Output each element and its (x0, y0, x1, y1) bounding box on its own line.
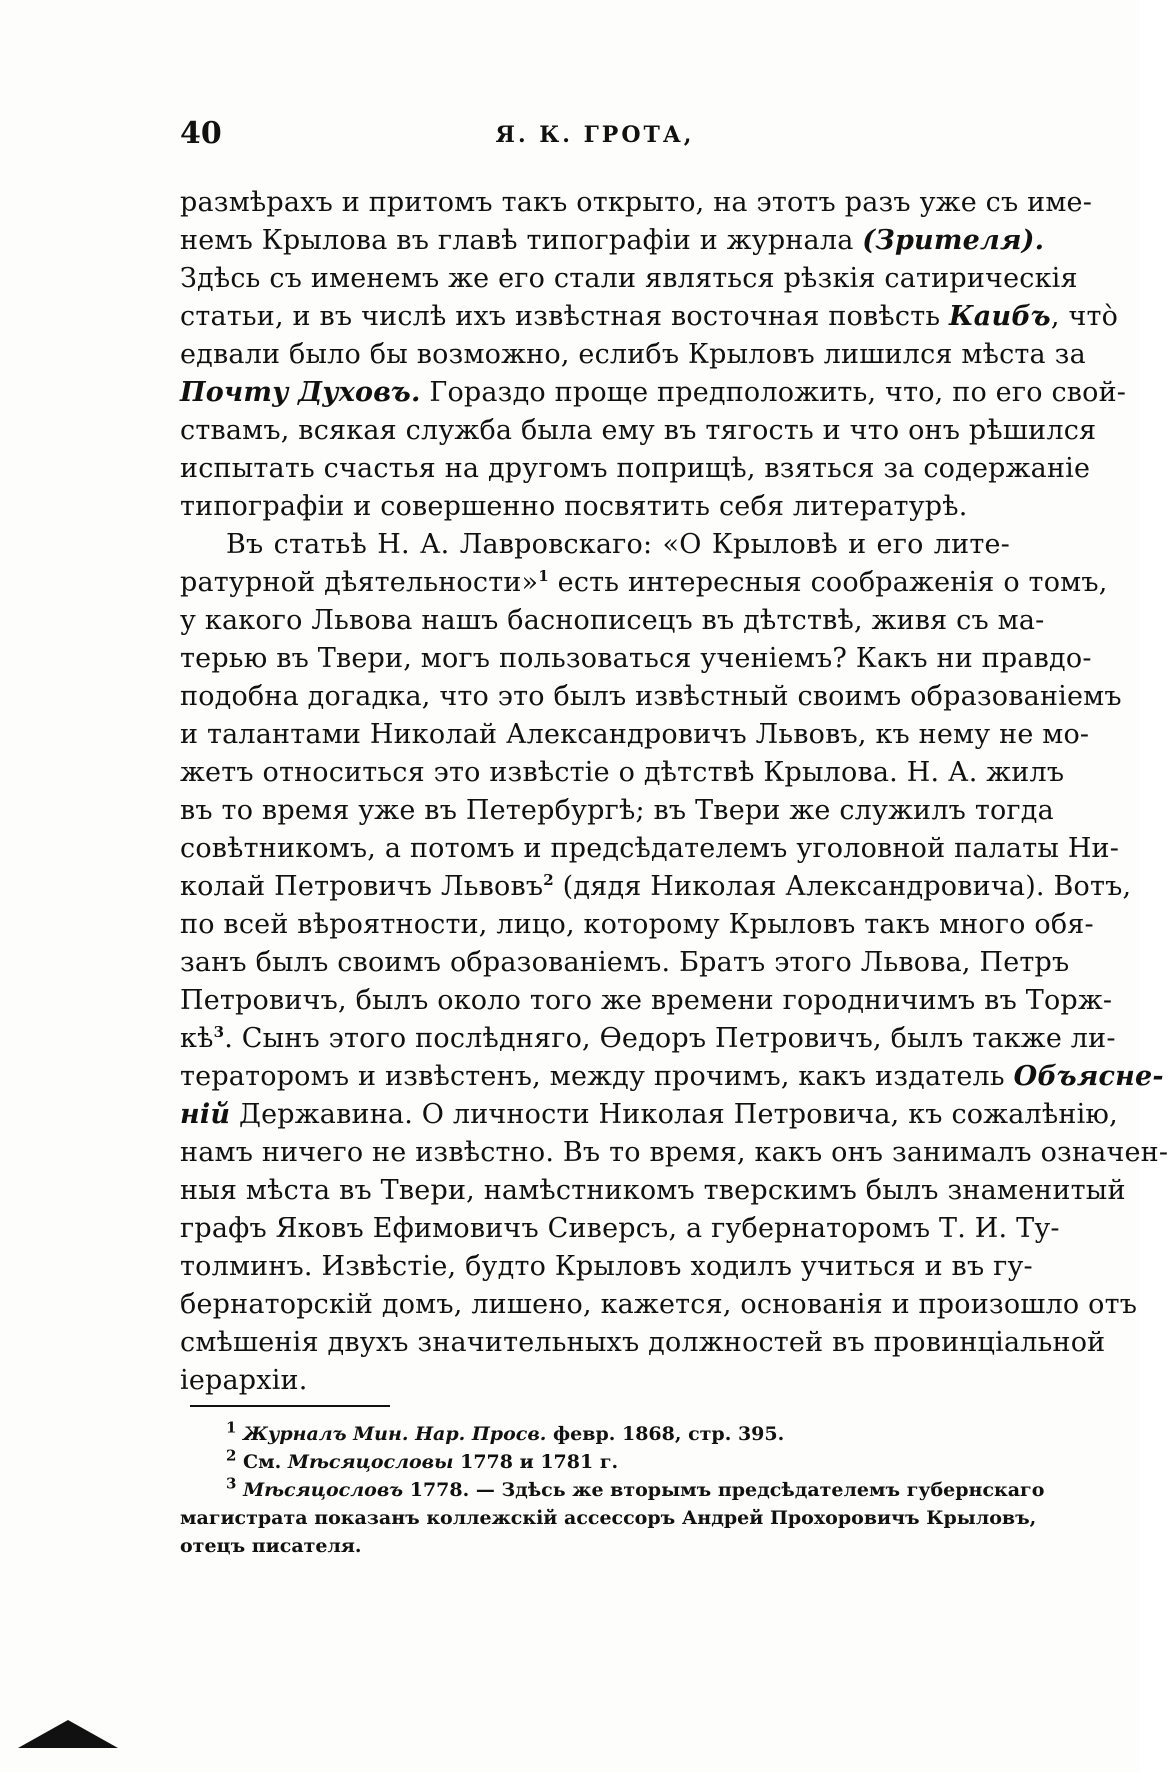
text-run: Державина. О личности Николая Петровича, къ сожалѣнію, (230, 1099, 1118, 1130)
text-run: ратурной дѣятельности» (180, 567, 539, 598)
italic-run: Каибъ (949, 301, 1051, 332)
text-line: терью въ Твери, могъ пользоваться ученіемъ? Какъ ни правдо- (180, 643, 1092, 674)
text-line (180, 1096, 1118, 1134)
text-line (180, 374, 1127, 412)
text-line: іерархіи. (180, 1365, 308, 1396)
text-line: Въ статьѣ Н. А. Лавровскаго: «О Крыловѣ и его лите- (226, 529, 1010, 560)
text-line: размѣрахъ и притомъ такъ открыто, на этотъ разъ уже съ име- (180, 187, 1093, 218)
italic-run: (Зрителя). (862, 225, 1045, 256)
text-run: колай Петровичъ Львовъ (180, 871, 544, 902)
text-line: совѣтникомъ, а потомъ и предсѣдателемъ уголовной палаты Ни- (180, 833, 1120, 864)
text-line (180, 1020, 1116, 1058)
text-line (180, 298, 1119, 336)
text-line: занъ былъ своимъ образованіемъ. Братъ этого Львова, Петръ (180, 947, 1070, 978)
text-line: графъ Яковъ Ефимовичъ Сиверсъ, а губернаторомъ Т. И. Ту- (180, 1213, 1060, 1244)
text-run: . Сынъ этого послѣдняго, Ѳедоръ Петровичъ, былъ также ли- (224, 1023, 1116, 1054)
text-line: Петровичъ, былъ около того же времени городничимъ въ Торж- (180, 985, 1113, 1016)
footnote-3 (180, 1474, 1045, 1504)
footnote-text: См. (236, 1451, 288, 1473)
text-line: испытать счастья на другомъ поприщѣ, взяться за содержаніе (180, 453, 1091, 484)
footnote-3-continued: магистрата показанъ коллежскій ассессоръ Андрей Прохоровичъ Крыловъ, (180, 1507, 1037, 1529)
text-run: статьи, и въ числѣ ихъ извѣстная восточная повѣсть (180, 301, 950, 332)
italic-run: ній (180, 1099, 231, 1130)
italic-run: Журналъ Мин. Нар. Просв. (243, 1423, 547, 1445)
scan-shadow (18, 1720, 118, 1748)
page-number: 40 (180, 116, 222, 151)
text-line: толминъ. Извѣстіе, будто Крыловъ ходилъ учиться и въ гу- (180, 1251, 1033, 1282)
footnote-text: 1778 и 1781 г. (453, 1451, 619, 1473)
footnote-ref: 2 (543, 871, 554, 889)
footnote-text: февр. 1868, стр. 395. (546, 1423, 785, 1445)
text-line: у какого Львова нашъ баснописецъ въ дѣтствѣ, живя съ ма- (180, 605, 1045, 636)
footnote-mark: 3 (226, 1474, 237, 1493)
text-run: немъ Крылова въ главѣ типографіи и журнала (180, 225, 863, 256)
text-line: едвали было бы возможно, еслибъ Крыловъ лишился мѣста за (180, 339, 1086, 370)
page-header (180, 116, 1010, 156)
text-line (180, 222, 1045, 260)
body-text (180, 184, 1168, 1400)
text-line: и талантами Николай Александровичъ Львовъ, къ нему не мо- (180, 719, 1090, 750)
text-line: бернаторскій домъ, лишено, кажется, основанія и произошло отъ (180, 1289, 1138, 1320)
text-line: ствамъ, всякая служба была ему въ тягость и что онъ рѣшился (180, 415, 1097, 446)
text-line: намъ ничего не извѣстно. Въ то время, какъ онъ занималъ означен- (180, 1137, 1168, 1168)
footnote-3-continued: отецъ писателя. (180, 1535, 362, 1557)
italic-run: Мѣсяцословы (287, 1451, 454, 1473)
text-run: , что̀ (1050, 301, 1119, 332)
text-line: ныя мѣста въ Твери, намѣстникомъ тверскимъ былъ знаменитый (180, 1175, 1126, 1206)
italic-run: Мѣсяцословъ (243, 1479, 404, 1501)
text-line (180, 868, 1132, 906)
text-line: смѣшенія двухъ значительныхъ должностей въ провинціальной (180, 1327, 1106, 1358)
text-line: жетъ относиться это извѣстіе о дѣтствѣ Крылова. Н. А. жилъ (180, 757, 1065, 788)
text-run: (дядя Николая Александровича). Вотъ, (553, 871, 1132, 902)
footnote-1 (180, 1420, 1010, 1448)
footnote-mark: 2 (226, 1446, 237, 1465)
text-run: Гораздо проще предположить, что, по его свой- (420, 377, 1127, 408)
italic-run: Почту Духовъ. (180, 377, 421, 408)
running-title: Я. К. ГРОТА, (495, 122, 695, 148)
footnotes (180, 1418, 1045, 1560)
footnote-ref: 1 (538, 567, 549, 585)
text-run: есть интересныя соображенія о томъ, (548, 567, 1108, 598)
text-line: типографіи и совершенно посвятить себя литературѣ. (180, 491, 968, 522)
text-line: по всей вѣроятности, лицо, которому Крыловъ такъ много обя- (180, 909, 1094, 940)
italic-run: Объясне- (1013, 1061, 1164, 1092)
footnote-mark: 1 (226, 1418, 237, 1437)
text-line: въ то время уже въ Петербургѣ; въ Твери же служилъ тогда (180, 795, 1054, 826)
text-line: Здѣсь съ именемъ же его стали являться рѣзкія сатирическія (180, 263, 1078, 294)
text-run: кѣ (180, 1023, 214, 1054)
text-line (180, 1058, 1164, 1096)
footnote-text: 1778. — Здѣсь же вторымъ предсѣдателемъ губернскаго (403, 1479, 1045, 1501)
text-run: тераторомъ и извѣстенъ, между прочимъ, какъ издатель (180, 1061, 1014, 1092)
text-line (180, 564, 1108, 602)
footnote-divider (190, 1405, 390, 1407)
text-line: подобна догадка, что это былъ извѣстный своимъ образованіемъ (180, 681, 1122, 712)
footnote-2 (180, 1448, 1010, 1476)
footnote-ref: 3 (213, 1023, 225, 1041)
